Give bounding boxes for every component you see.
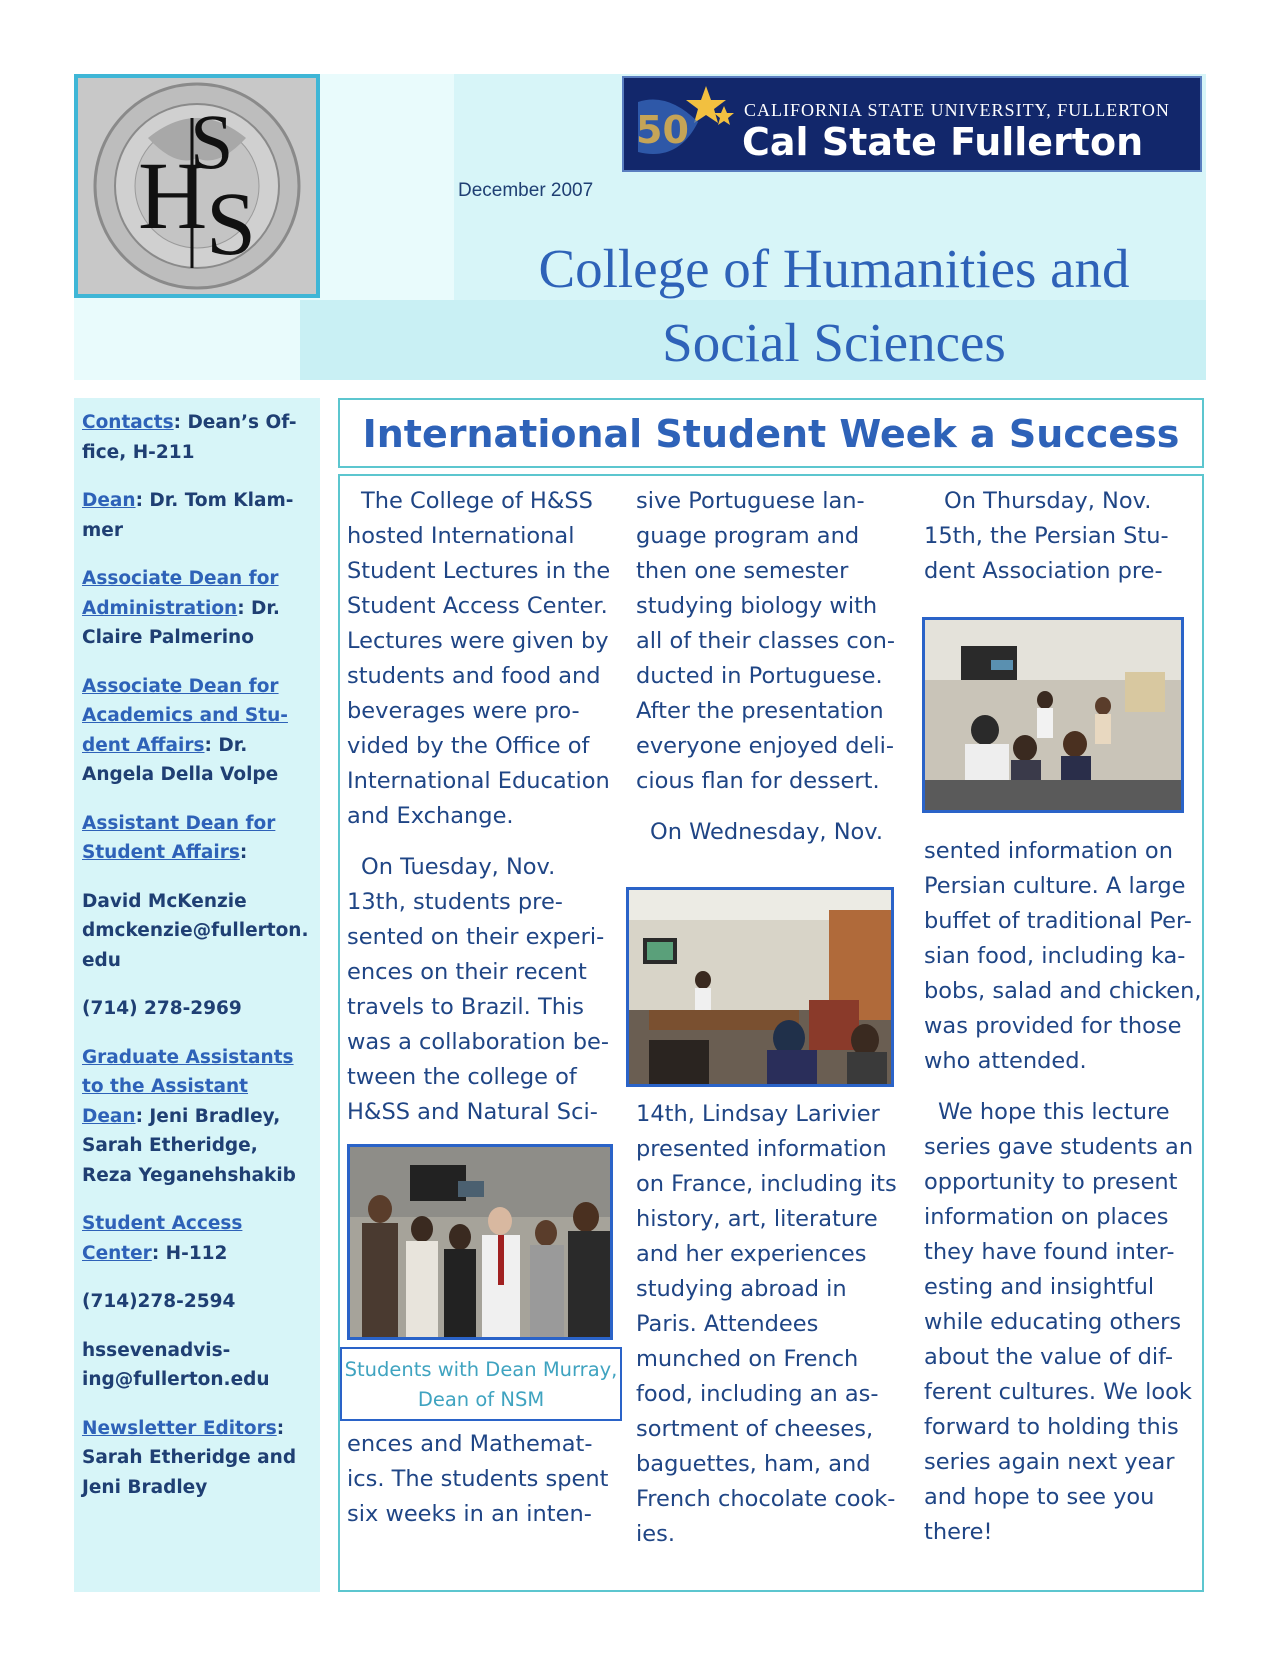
article-column-1-bottom (347, 1427, 617, 1532)
page-title-line-1: College of Humanities and (538, 238, 1130, 299)
assoc-dean-academics-link[interactable]: Associate Dean for Academics and Stu-dent Affairs (82, 675, 288, 756)
col2-paragraph-3: 14th, Lindsay Larivier presented information on France, including its history, art, literature and her experiences studying abroad in Paris. Attendees munched on French food, including an as-sortment of cheeses, baguettes, ham, and French chocolate cook-ies. (636, 1101, 897, 1547)
dean-link[interactable]: Dean (82, 490, 136, 511)
contacts-link[interactable]: Contacts (82, 412, 174, 433)
issue-date: December 2007 (458, 180, 594, 201)
svg-text:H: H (138, 142, 208, 249)
contacts-sidebar (74, 398, 320, 1592)
graduate-assistants-link[interactable]: Graduate Assistants to the Assistant Dean (82, 1046, 294, 1127)
article-column-2-top (636, 484, 906, 850)
assistant-dean-name: David McKenzie (82, 890, 247, 912)
photo-caption: Students with Dean Murray, Dean of NSM (344, 1358, 618, 1411)
sidebar-student-access-center: Student Access Center: H-112 (82, 1213, 243, 1264)
col1-paragraph-1: The College of H&SS hosted International Student Lectures in the Student Access Center. Lectures were given by students and food and beverages were pro-vided by the Office of International Education and Exchange. (347, 488, 611, 829)
assoc-dean-admin-link[interactable]: Associate Dean for Administration (82, 568, 279, 619)
assistant-dean-phone: (714) 278-2969 (82, 998, 242, 1019)
newsletter-editors-link[interactable]: Newsletter Editors (82, 1417, 277, 1439)
page-title-line-2: Social Sciences (662, 312, 1006, 373)
sidebar-assistant-dean-contact (82, 887, 314, 976)
sidebar-assoc-dean-academics: Associate Dean for Academics and Stu-dent Affairs: Dr. Angela Della Volpe (82, 675, 288, 785)
csuf-banner-logo (622, 76, 1202, 172)
article-column-2-bottom (636, 1097, 906, 1552)
persian-culture-photo (922, 617, 1184, 813)
student-access-center-email[interactable]: hssevenadvis-ing@fullerton.edu (82, 1339, 270, 1390)
persian-photo-image (925, 620, 1184, 813)
seal-graphic (78, 78, 316, 294)
article-headline: International Student Week a Success (362, 412, 1180, 456)
assistant-dean-link[interactable]: Assistant Dean for Student Affairs (82, 812, 276, 863)
photo-caption-box (340, 1347, 622, 1421)
article-headline-box (338, 398, 1204, 468)
sidebar-contacts: Contacts: Dean’s Of-fice, H-211 (82, 412, 297, 463)
students-with-dean-photo (347, 1144, 613, 1340)
students-photo-image (350, 1147, 613, 1340)
csuf-banner-top-text: CALIFORNIA STATE UNIVERSITY, FULLERTON (744, 100, 1170, 120)
svg-text:S: S (190, 98, 234, 185)
csuf-anniversary-number: 50 (636, 108, 689, 152)
sidebar-newsletter-editors: Newsletter Editors: Sarah Etheridge and Jeni Bradley (82, 1417, 297, 1498)
student-access-center-link[interactable]: Student Access Center (82, 1213, 243, 1264)
page-title (454, 232, 1214, 380)
article-column-3-top (924, 484, 1200, 589)
svg-text:S: S (206, 175, 257, 274)
france-photo-image (629, 890, 894, 1087)
col3-paragraph-2: sented information on Persian culture. A large buffet of traditional Per-sian food, including ka-bobs, salad and chicken, was provided for those who attended. (924, 838, 1202, 1074)
col1-paragraph-3: ences and Mathemat-ics. The students spent six weeks in an inten- (347, 1431, 609, 1527)
col2-paragraph-2: On Wednesday, Nov. (650, 819, 884, 845)
col2-paragraph-1: sive Portuguese lan-guage program and then one semester studying biology with all of their classes con-ducted in Portuguese. After the presentation everyone enjoyed deli-cious flan for dessert. (636, 488, 895, 794)
csuf-banner-main-text: Cal State Fullerton (742, 120, 1144, 164)
col3-paragraph-3: We hope this lecture series gave students an opportunity to present information on places they have found inter-esting and insightful while educating others about the value of dif-ferent cultures. We look forward to holding this series again next year and hope to see you there! (924, 1099, 1194, 1545)
sidebar-assistant-dean: Assistant Dean for Student Affairs: (82, 812, 276, 863)
col1-paragraph-2: On Tuesday, Nov. 13th, students pre-sented on their experi-ences on their recent travels to Brazil. This was a collaboration be-tween the college of H&SS and Natural Sci- (347, 854, 610, 1125)
col3-paragraph-1: On Thursday, Nov. 15th, the Persian Stu-dent Association pre- (924, 488, 1169, 584)
student-access-center-phone: (714)278-2594 (82, 1291, 236, 1312)
sidebar-assoc-dean-admin: Associate Dean for Administration: Dr. Claire Palmerino (82, 568, 280, 648)
article-column-1-top (347, 484, 617, 1130)
france-presentation-photo (626, 887, 894, 1087)
article-column-3-bottom (924, 834, 1204, 1550)
sidebar-dean: Dean: Dr. Tom Klam-mer (82, 490, 294, 541)
college-seal-logo (74, 74, 320, 298)
assistant-dean-email[interactable]: dmckenzie@fullerton. edu (82, 920, 309, 971)
sidebar-graduate-assistants: Graduate Assistants to the Assistant Dean: Jeni Bradley, Sarah Etheridge, Reza Yeganehshakib (82, 1046, 296, 1186)
